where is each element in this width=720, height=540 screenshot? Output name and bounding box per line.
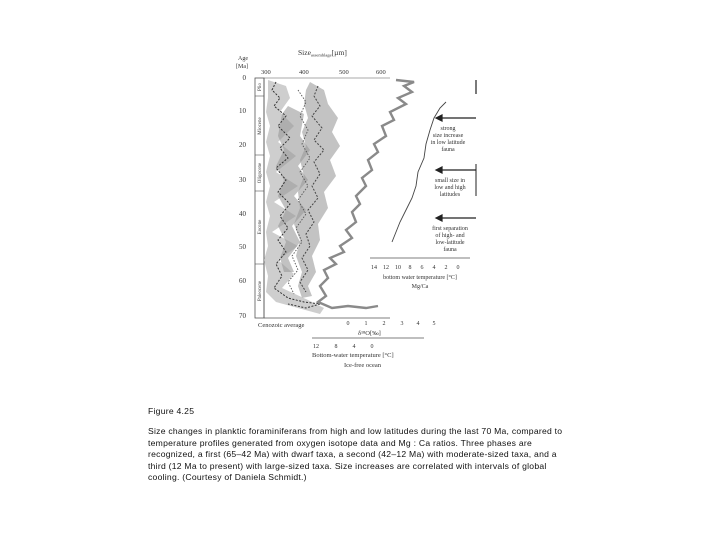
epoch-label: Eocene (258, 219, 263, 235)
mgca-tick: 6 (420, 265, 424, 271)
bwt-tick: 4 (352, 344, 356, 350)
epoch-column (255, 78, 264, 318)
mgca-temperature-curve (392, 102, 446, 242)
annotation-text: fauna (441, 147, 455, 153)
icefree-label: Ice-free ocean (344, 362, 381, 369)
delta-tick: 2 (382, 321, 386, 327)
annotation-text: of high- and (435, 233, 465, 239)
age-tick: 40 (239, 210, 246, 218)
mgca-axis-label: Mg/Ca (411, 284, 429, 290)
mgca-tick: 12 (383, 265, 389, 271)
annotation-text: first separation (432, 226, 468, 232)
age-label: Age (238, 56, 248, 62)
top-tick: 500 (339, 69, 349, 76)
caption-text: Size changes in planktic foraminiferans from high and low latitudes during the last 70 Ma, compared to temperature profiles generated from oxygen isotope data and Mg : Ca ratios. Three phases are recognized, a first (65–42 Ma) with dwarf taxa, a second (42–12 Ma) with moderate-sized taxa, and a third (12 Ma to present) with large-sized taxa. Size increases are correlated with intervals of global cooling. (Courtesy of Daniela Schmidt.) (148, 426, 563, 483)
bwt-axis-label: Bottom-water temperature [°C] (312, 352, 394, 359)
mgca-tick: 8 (408, 265, 412, 271)
age-tick: 60 (239, 277, 246, 285)
epoch-label: Miocene (258, 117, 263, 135)
delta-axis-label: δ¹⁸O[‰] (358, 330, 381, 337)
mgca-tick: 4 (432, 265, 436, 271)
annotation-text: low and high (434, 185, 466, 191)
age-tick: 30 (239, 176, 246, 184)
top-tick: 600 (376, 69, 386, 76)
age-tick: 50 (239, 243, 246, 251)
top-tick: 400 (299, 69, 309, 76)
bwt-tick: 0 (370, 344, 374, 350)
bwt-tick: 12 (313, 344, 319, 350)
annotation-text: fauna (443, 247, 457, 253)
age-tick: 10 (239, 107, 246, 115)
delta-tick: 1 (364, 321, 368, 327)
figure-image (228, 46, 488, 376)
mgca-tick: 0 (456, 265, 460, 271)
delta-tick: 3 (400, 321, 404, 327)
mgca-tick: 14 (371, 265, 377, 271)
bwt-tick: 8 (334, 344, 338, 350)
top-axis-title: Size$_{assemblage}$[µm] (298, 48, 347, 58)
epoch-label: Oligocene (258, 162, 263, 184)
mgca-tick: 10 (395, 265, 401, 271)
epoch-label: Plio (258, 82, 263, 92)
figure-caption (148, 406, 566, 483)
annotation-text: low-latitude (435, 240, 465, 246)
delta-tick: 0 (346, 321, 350, 327)
age-unit: [Ma] (236, 64, 248, 70)
figure-label: Figure 4.25 (148, 406, 195, 416)
epoch-label: Paleocene (258, 280, 263, 302)
delta-tick: 5 (432, 321, 436, 327)
mgca-axis-label: bottom water temperature [°C] (383, 275, 457, 281)
annotation-text: small size in (435, 178, 465, 184)
annotation-text: strong (440, 126, 456, 132)
mgca-tick: 2 (444, 265, 448, 271)
bottom-axis-label: Cenozoic average (258, 322, 305, 329)
annotation-text: latitudes (439, 192, 461, 198)
top-tick: 300 (261, 69, 271, 76)
annotation-text: in low latitude (430, 140, 466, 146)
annotation-text: size increase (432, 133, 464, 139)
age-tick: 20 (239, 141, 246, 149)
age-tick: 0 (242, 74, 246, 82)
delta-tick: 4 (416, 321, 420, 327)
age-tick: 70 (239, 312, 246, 320)
